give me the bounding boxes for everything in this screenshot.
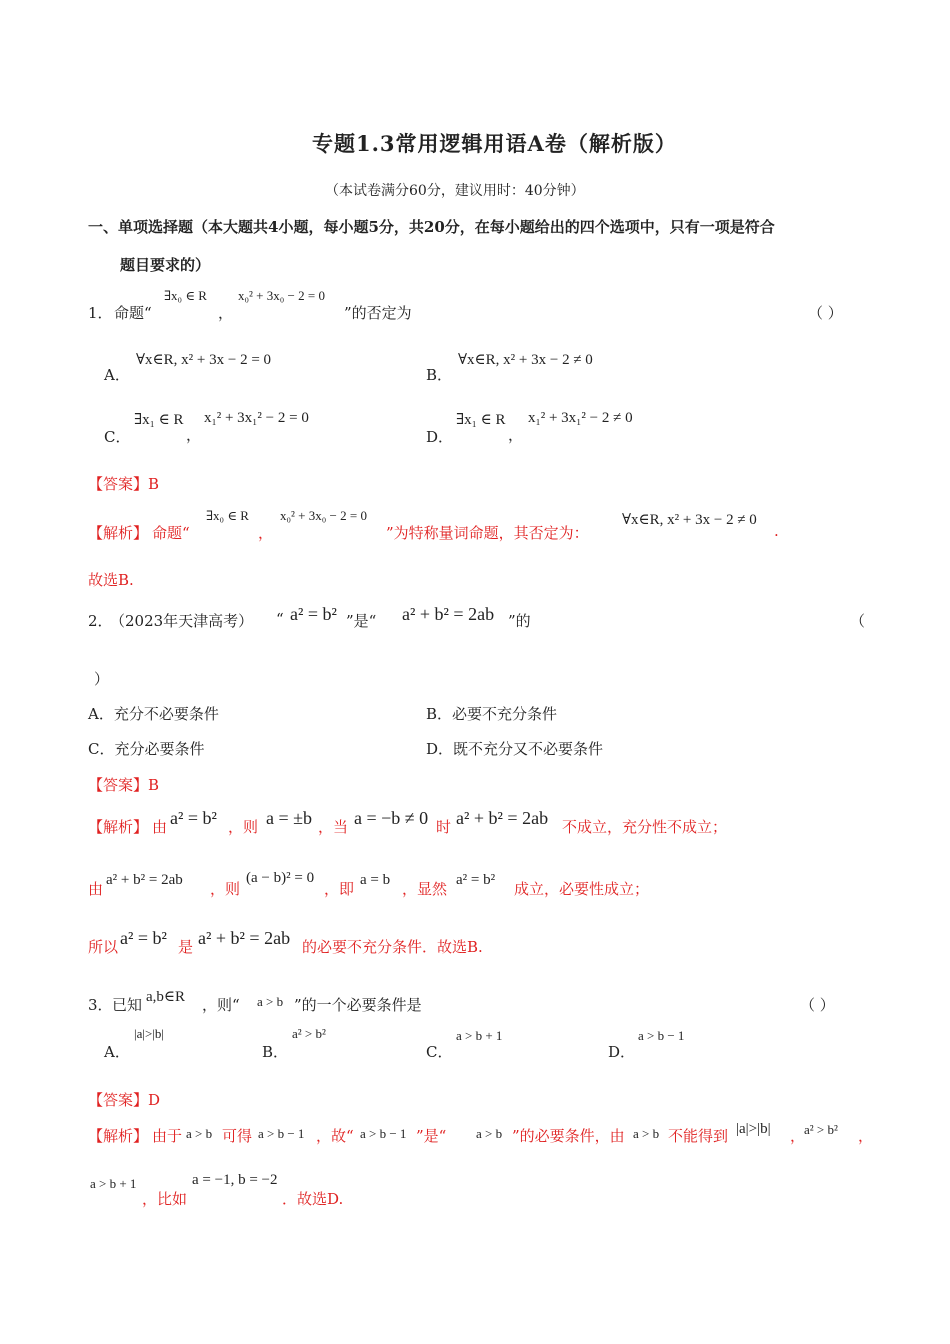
option-b-label: B． <box>262 1043 289 1061</box>
math-expression: a² = b² <box>290 604 337 624</box>
answer-paren-open: （ <box>850 612 866 630</box>
explanation-text: 成立，必要性成立； <box>514 880 650 898</box>
option-c: C．充分必要条件 <box>88 740 205 758</box>
math-expression: a² + b² = 2ab <box>402 604 495 624</box>
explanation-text: ，比如 <box>142 1190 188 1208</box>
math-expression: a² = b² <box>456 872 496 888</box>
math-expression: a > b − 1 <box>360 1126 407 1141</box>
question-text: ”是“ <box>346 612 377 630</box>
page-subtitle: （本试卷满分60分，建议用时：40分钟） <box>325 183 585 199</box>
option-d-math: ∃x₁ ∈ R <box>456 412 506 428</box>
option-b: B．必要不充分条件 <box>426 705 558 723</box>
explanation-text: 由于 <box>152 1127 183 1145</box>
math-expression: a,b∈R <box>146 989 186 1005</box>
separator: ， <box>258 524 274 542</box>
answer-paren: （ ） <box>800 996 835 1014</box>
math-expression: ∃x₀ ∈ R <box>206 508 249 523</box>
option-b-math: a² > b² <box>292 1026 326 1041</box>
math-expression: ∃x₀ ∈ R <box>164 288 207 303</box>
explanation-label: 【解析】 <box>88 524 149 542</box>
math-expression: a > b <box>476 1126 503 1141</box>
option-d: D．既不充分又不必要条件 <box>426 740 604 758</box>
question-text: ”的一个必要条件是 <box>294 996 422 1014</box>
math-expression: a = ±b <box>266 808 313 828</box>
page-title: 专题1.3常用逻辑用语A卷（解析版） <box>312 131 677 156</box>
option-c-math: a > b + 1 <box>456 1028 503 1043</box>
option-c-label: C． <box>104 428 131 446</box>
explanation-text: 的必要不充分条件．故选B. <box>302 938 483 956</box>
math-expression: a > b <box>186 1126 213 1141</box>
separator: ， <box>218 304 234 322</box>
option-d-math: a > b − 1 <box>638 1028 685 1043</box>
question-text: “ <box>276 610 284 628</box>
explanation-text: ”是“ <box>416 1127 447 1145</box>
explanation-text: ，故“ <box>316 1127 354 1145</box>
explanation-text: 时 <box>436 818 452 836</box>
option-d-label: D． <box>426 428 454 446</box>
option-a-label: A． <box>104 366 130 384</box>
question-text: 命题“ <box>114 304 152 322</box>
explanation-text: 是 <box>178 938 194 956</box>
explanation-text: 可得 <box>222 1127 253 1145</box>
explanation-text: ， <box>790 1127 806 1145</box>
answer-paren: （ ） <box>808 304 843 322</box>
option-a: A．充分不必要条件 <box>88 705 219 723</box>
explanation-text: ，则 <box>228 818 259 836</box>
math-expression: a > b <box>257 994 284 1009</box>
math-expression: ∀x∈R, x² + 3x − 2 ≠ 0 <box>622 512 757 528</box>
explanation-text: 由 <box>152 818 168 836</box>
math-expression: a² = b² <box>120 928 167 948</box>
option-a-math: ∀x∈R, x² + 3x − 2 = 0 <box>136 352 272 368</box>
math-expression: x₀² + 3x₀ − 2 = 0 <box>238 288 325 303</box>
explanation-text: 所以 <box>88 938 119 956</box>
math-expression: a = b <box>360 872 391 888</box>
option-a-math: |a|>|b| <box>134 1026 165 1041</box>
question-source: （2023年天津高考） <box>110 612 254 630</box>
option-b-math: ∀x∈R, x² + 3x − 2 ≠ 0 <box>458 352 593 368</box>
explanation-text: ，显然 <box>402 880 448 898</box>
explanation-text: ”的必要条件，由 <box>512 1127 625 1145</box>
answer-paren-close: ） <box>94 670 110 688</box>
math-expression: a² + b² = 2ab <box>456 808 549 828</box>
explanation-text: . <box>774 522 779 540</box>
explanation-text: 不能得到 <box>668 1127 729 1145</box>
question-text: 已知 <box>112 996 143 1014</box>
question-text: ，则“ <box>202 996 240 1014</box>
explanation-text: ．故选D. <box>282 1190 344 1208</box>
explanation-text: ，则 <box>210 880 241 898</box>
option-b-label: B． <box>426 366 453 384</box>
math-expression: a = −1, b = −2 <box>192 1172 278 1188</box>
math-expression: a = −b ≠ 0 <box>354 808 429 828</box>
question-number: 2． <box>88 612 113 630</box>
separator: ， <box>508 426 524 444</box>
explanation-text: ， <box>858 1127 874 1145</box>
question-number: 1． <box>88 304 113 322</box>
math-expression: a² + b² = 2ab <box>106 872 183 888</box>
explanation-label: 【解析】 <box>88 818 149 836</box>
math-expression: a > b + 1 <box>90 1176 137 1191</box>
section-heading-cont: 题目要求的） <box>120 256 211 274</box>
answer: 【答案】D <box>88 1091 161 1109</box>
section-heading: 一、单项选择题（本大题共4小题，每小题5分，共20分，在每小题给出的四个选项中，只有一项是符合 <box>88 218 775 236</box>
math-expression: a² = b² <box>170 808 217 828</box>
question-text: ”的否定为 <box>344 304 412 322</box>
math-expression: a² + b² = 2ab <box>198 928 291 948</box>
explanation-text: 命题“ <box>152 524 190 542</box>
math-expression: |a|>|b| <box>736 1121 771 1137</box>
explanation-text: 由 <box>88 880 104 898</box>
option-c-math: ∃x₁ ∈ R <box>134 412 184 428</box>
explanation-label: 【解析】 <box>88 1127 149 1145</box>
separator: ， <box>186 426 202 444</box>
option-d-math: x₁² + 3x₁² − 2 ≠ 0 <box>528 410 633 426</box>
explanation-text: ，当 <box>318 818 349 836</box>
answer: 【答案】B <box>88 475 160 493</box>
math-expression: (a − b)² = 0 <box>246 870 315 886</box>
option-a-label: A． <box>104 1043 130 1061</box>
conclusion: 故选B. <box>88 571 134 589</box>
math-expression: a > b − 1 <box>258 1126 305 1141</box>
math-expression: x₀² + 3x₀ − 2 = 0 <box>280 508 367 523</box>
option-d-label: D． <box>608 1043 636 1061</box>
option-c-label: C． <box>426 1043 453 1061</box>
question-number: 3． <box>88 996 113 1014</box>
math-expression: a > b <box>633 1126 660 1141</box>
explanation-text: ，即 <box>324 880 355 898</box>
math-expression: a² > b² <box>804 1122 838 1137</box>
explanation-text: 不成立，充分性不成立； <box>562 818 728 836</box>
question-text: ”的 <box>508 612 531 630</box>
option-c-math: x₁² + 3x₁² − 2 = 0 <box>204 410 309 426</box>
answer: 【答案】B <box>88 776 160 794</box>
explanation-text: ”为特称量词命题，其否定为： <box>386 524 589 542</box>
